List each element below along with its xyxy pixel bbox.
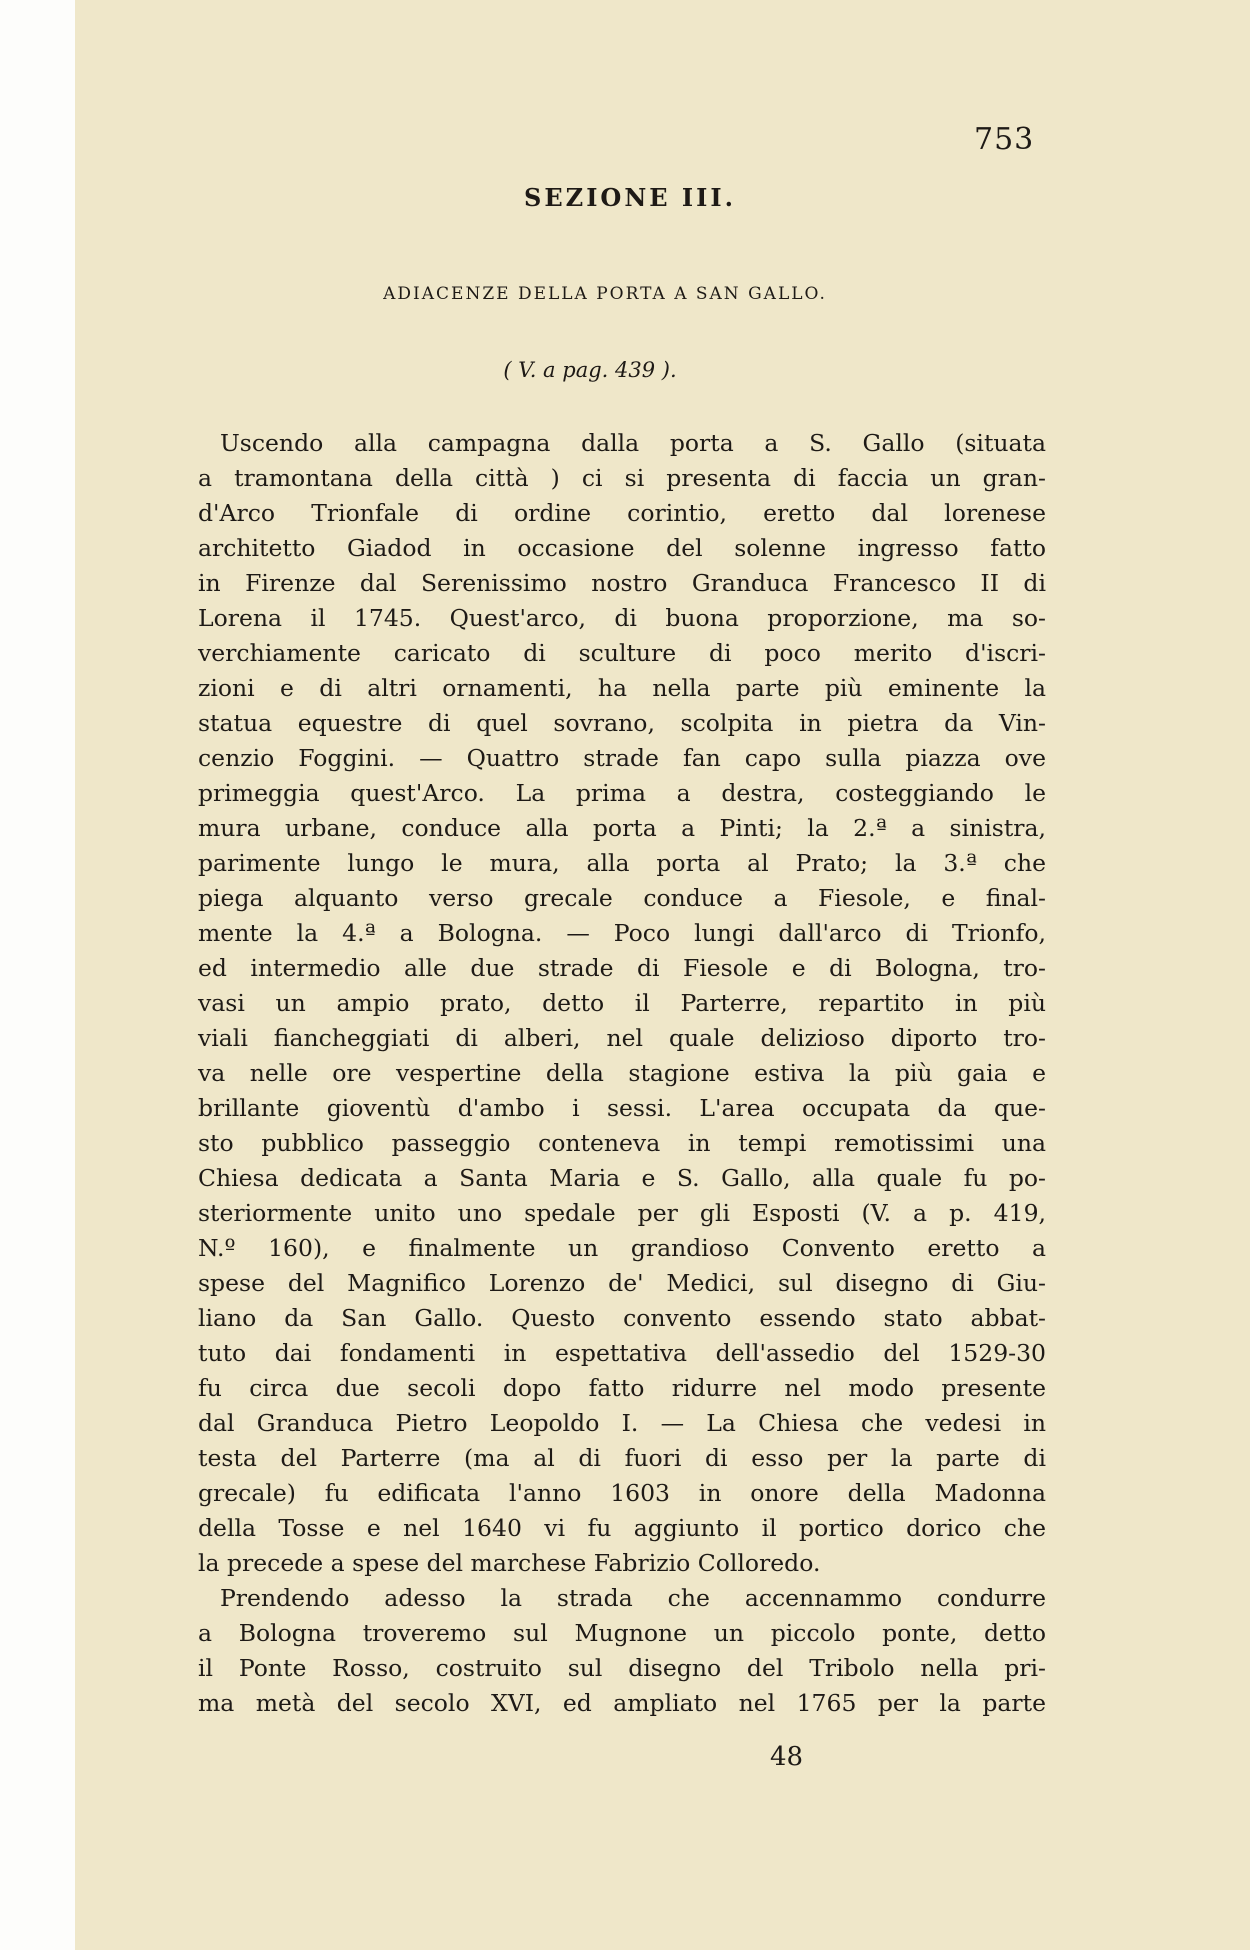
signature-number: 48 bbox=[770, 1742, 804, 1772]
text-line: piega alquanto verso grecale conduce a Fiesole, e final- bbox=[198, 884, 1046, 912]
text-line: vasi un ampio prato, detto il Parterre, repartito in più bbox=[198, 989, 1046, 1017]
text-line: primeggia quest'Arco. La prima a destra, costeggiando le bbox=[198, 779, 1046, 807]
text-line: statua equestre di quel sovrano, scolpita in pietra da Vin- bbox=[198, 709, 1046, 737]
text-line: Lorena il 1745. Quest'arco, di buona proporzione, ma so- bbox=[198, 604, 1046, 632]
text-line: Uscendo alla campagna dalla porta a S. Gallo (situata bbox=[220, 429, 1046, 457]
text-line: ed intermedio alle due strade di Fiesole e di Bologna, tro- bbox=[198, 954, 1046, 982]
text-line: a Bologna troveremo sul Mugnone un piccolo ponte, detto bbox=[198, 1619, 1046, 1647]
text-line: architetto Giadod in occasione del solenne ingresso fatto bbox=[198, 534, 1046, 562]
text-line: sto pubblico passeggio conteneva in tempi remotissimi una bbox=[198, 1129, 1046, 1157]
text-line: ma metà del secolo XVI, ed ampliato nel 1765 per la parte bbox=[198, 1689, 1046, 1717]
text-line: Chiesa dedicata a Santa Maria e S. Gallo, alla quale fu po- bbox=[198, 1164, 1046, 1192]
text-line: tuto dai fondamenti in espettativa dell'assedio del 1529-30 bbox=[198, 1339, 1046, 1367]
text-line: spese del Magnifico Lorenzo de' Medici, sul disegno di Giu- bbox=[198, 1269, 1046, 1297]
text-line: a tramontana della città ) ci si presenta di faccia un gran- bbox=[198, 464, 1046, 492]
text-line: verchiamente caricato di sculture di poco merito d'iscri- bbox=[198, 639, 1046, 667]
text-line: Prendendo adesso la strada che accennammo condurre bbox=[220, 1584, 1046, 1612]
text-line: testa del Parterre (ma al di fuori di esso per la parte di bbox=[198, 1444, 1046, 1472]
text-line: brillante gioventù d'ambo i sessi. L'area occupata da que- bbox=[198, 1094, 1046, 1122]
text-line: mente la 4.ª a Bologna. — Poco lungi dall'arco di Trionfo, bbox=[198, 919, 1046, 947]
text-line: va nelle ore vespertine della stagione estiva la più gaia e bbox=[198, 1059, 1046, 1087]
text-line: N.º 160), e finalmente un grandioso Convento eretto a bbox=[198, 1234, 1046, 1262]
text-line: liano da San Gallo. Questo convento essendo stato abbat- bbox=[198, 1304, 1046, 1332]
text-line: zioni e di altri ornamenti, ha nella parte più eminente la bbox=[198, 674, 1046, 702]
text-line: della Tosse e nel 1640 vi fu aggiunto il portico dorico che bbox=[198, 1514, 1046, 1542]
page-number: 753 bbox=[974, 122, 1035, 157]
page-reference: ( V. a pag. 439 ). bbox=[503, 358, 677, 382]
text-line: il Ponte Rosso, costruito sul disegno del Tribolo nella pri- bbox=[198, 1654, 1046, 1682]
text-line: parimente lungo le mura, alla porta al Prato; la 3.ª che bbox=[198, 849, 1046, 877]
section-title: SEZIONE III. bbox=[524, 183, 736, 212]
text-line: cenzio Foggini. — Quattro strade fan capo sulla piazza ove bbox=[198, 744, 1046, 772]
subtitle: ADIACENZE DELLA PORTA A SAN GALLO. bbox=[383, 284, 827, 304]
text-line: viali fiancheggiati di alberi, nel quale delizioso diporto tro- bbox=[198, 1024, 1046, 1052]
text-line: la precede a spese del marchese Fabrizio Colloredo. bbox=[198, 1549, 821, 1577]
text-line: fu circa due secoli dopo fatto ridurre nel modo presente bbox=[198, 1374, 1046, 1402]
page-margin bbox=[0, 0, 75, 1950]
body-text bbox=[198, 426, 1046, 1721]
text-line: grecale) fu edificata l'anno 1603 in onore della Madonna bbox=[198, 1479, 1046, 1507]
text-line: in Firenze dal Serenissimo nostro Granduca Francesco II di bbox=[198, 569, 1046, 597]
text-line: steriormente unito uno spedale per gli Esposti (V. a p. 419, bbox=[198, 1199, 1046, 1227]
text-line: d'Arco Trionfale di ordine corintio, eretto dal lorenese bbox=[198, 499, 1046, 527]
text-line: mura urbane, conduce alla porta a Pinti; la 2.ª a sinistra, bbox=[198, 814, 1046, 842]
text-line: dal Granduca Pietro Leopoldo I. — La Chiesa che vedesi in bbox=[198, 1409, 1046, 1437]
